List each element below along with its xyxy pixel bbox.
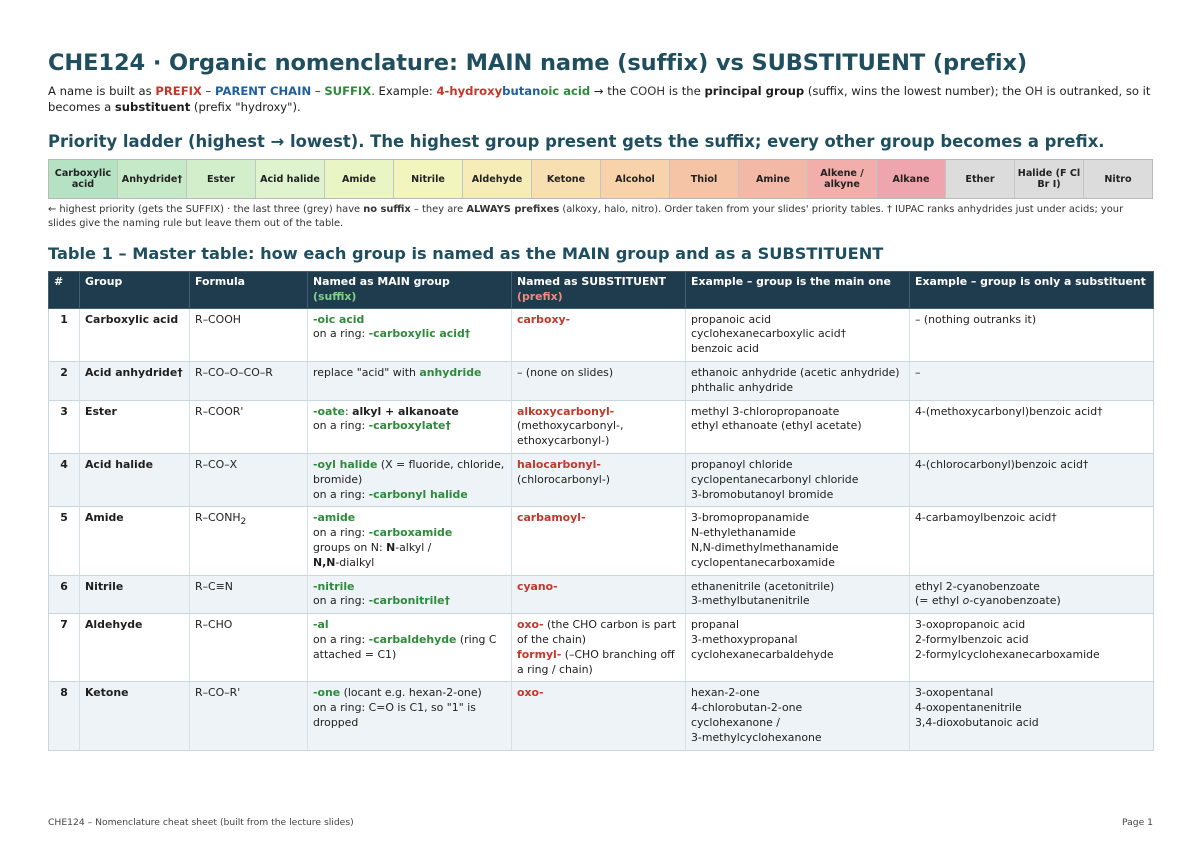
table-row: 2 Acid anhydride† R–CO–O–CO–R replace "acid" with anhydride – (none on slides) ethanoic anhydride (acetic anhydride) phthalic anhydride – (49, 361, 1154, 400)
header-group: Group (80, 272, 190, 309)
ladder-cell: Nitrile (394, 160, 463, 198)
example-substituent: 4-carbamoylbenzoic acid† (910, 507, 1154, 575)
table-row: 1 Carboxylic acid R–COOH -oic acid on a ring: -carboxylic acid† carboxy- propanoic acid cyclohexanecarboxylic acid† benzoic acid – (nothing outranks it) (49, 308, 1154, 361)
table-header-row (49, 272, 1154, 309)
example-main: 3-bromopropanamide N-ethylethanamide N,N-dimethylmethanamide cyclopentanecarboxamide (686, 507, 910, 575)
group-name: Ketone (80, 682, 190, 750)
ladder-cell: Acid halide (256, 160, 325, 198)
main-name: -al on a ring: -carbaldehyde (ring C attached = C1) (308, 614, 512, 682)
substituent-name: carbamoyl- (512, 507, 686, 575)
header-main: Named as MAIN group (suffix) (308, 272, 512, 309)
ladder-cell: Amine (739, 160, 808, 198)
group-name: Carboxylic acid (80, 308, 190, 361)
example-substituent: ethyl 2-cyanobenzoate (= ethyl o-cyanobenzoate) (910, 575, 1154, 614)
prefix-word: PREFIX (155, 84, 202, 98)
main-name: -one (locant e.g. hexan-2-one) on a ring: C=O is C1, so "1" is dropped (308, 682, 512, 750)
formula: $R-CONH_2$ (190, 507, 308, 575)
group-name: Acid halide (80, 453, 190, 506)
table-row: 6 Nitrile R–C≡N -nitrile on a ring: -carbonitrile† cyano- ethanenitrile (acetonitrile) 3-methylbutanenitrile ethyl 2-cyanobenzoate (= ethyl o-cyanobenzoate) (49, 575, 1154, 614)
header-example-substituent: Example – group is only a substituent (910, 272, 1154, 309)
main-name: -nitrile on a ring: -carbonitrile† (308, 575, 512, 614)
example-substituent: 4-(methoxycarbonyl)benzoic acid† (910, 400, 1154, 453)
substituent-name: cyano- (512, 575, 686, 614)
example-substituent: 3-oxopentanal 4-oxopentanenitrile 3,4-dioxobutanoic acid (910, 682, 1154, 750)
table-row: 7 Aldehyde R–CHO -al on a ring: -carbaldehyde (ring C attached = C1) oxo- (the CHO carbon is part of the chain) formyl- (–CHO branching off a ring / chain) propanal 3-methoxypropanal cyclohexanecarbaldehyde 3-oxopropanoic acid 2-formylbenzoic acid 2-formylcyclohexanecarboxamide (49, 614, 1154, 682)
ladder-cell: Amide (325, 160, 394, 198)
parent-chain-word: PARENT CHAIN (215, 84, 312, 98)
footer-left: CHE124 – Nomenclature cheat sheet (built from the lecture slides) (48, 817, 354, 828)
group-name: Amide (80, 507, 190, 575)
ladder-cell: Alkene / alkyne (808, 160, 877, 198)
ladder-cell: Carboxylic acid (49, 160, 118, 198)
group-name: Acid anhydride† (80, 361, 190, 400)
intro-text: A name is built as PREFIX – PARENT CHAIN – SUFFIX. Example: 4-hydroxybutanoic acid → the COOH is the principal group (suffix, wins the lowest number); the OH is outranked, so it becomes a substituent (prefix "hydroxy"). (48, 84, 1151, 114)
example-substituent: 3-oxopropanoic acid 2-formylbenzoic acid 2-formylcyclohexanecarboxamide (910, 614, 1154, 682)
main-name: -oyl halide (X = fluoride, chloride, bromide) on a ring: -carbonyl halide (308, 453, 512, 506)
page-number: Page 1 (1121, 817, 1153, 828)
priority-ladder (48, 159, 1153, 199)
example-main: propanoic acid cyclohexanecarboxylic acid† benzoic acid (686, 308, 910, 361)
example-prefix: 4-hydroxy (436, 84, 503, 98)
ladder-cell: Alcohol (601, 160, 670, 198)
example-suffix: oic acid (540, 84, 591, 98)
formula: R–CHO (190, 614, 308, 682)
example-main: propanoyl chloride cyclopentanecarbonyl chloride 3-bromobutanoyl bromide (686, 453, 910, 506)
substituent-name: carboxy- (512, 308, 686, 361)
ladder-cell: Anhydride† (118, 160, 187, 198)
formula: R–COOR' (190, 400, 308, 453)
table-row: 5 Amide $R-CONH_2$ -amide on a ring: -carboxamide groups on N: N-alkyl / N,N-dialkyl carbamoyl- 3-bromopropanamide N-ethylethanamide N,N-dimethylmethanamide cyclopentanecarboxamide 4-carbamoylbenzoic acid† (49, 507, 1154, 575)
formula: R–CO–O–CO–R (190, 361, 308, 400)
substituent-name: alkoxycarbonyl- (methoxycarbonyl-, ethoxycarbonyl-) (512, 400, 686, 453)
table-row: 4 Acid halide R–CO–X -oyl halide (X = fluoride, chloride, bromide) on a ring: -carbonyl halide halocarbonyl- (chlorocarbonyl-) propanoyl chloride cyclopentanecarbonyl chloride 3-bromobutanoyl bromide 4-(chlorocarbonyl)benzoic acid† (49, 453, 1154, 506)
example-main: hexan-2-one 4-chlorobutan-2-one cyclohexanone / 3-methylcyclohexanone (686, 682, 910, 750)
example-parent: butan (502, 84, 541, 98)
ladder-cell: Alkane (877, 160, 946, 198)
main-name: -oate: alkyl + alkanoate on a ring: -carboxylate† (308, 400, 512, 453)
group-name: Aldehyde (80, 614, 190, 682)
substituent-name: – (none on slides) (512, 361, 686, 400)
ladder-cell: Ether (946, 160, 1015, 198)
suffix-word: SUFFIX (324, 84, 372, 98)
ladder-cell: Thiol (670, 160, 739, 198)
ladder-cell: Ester (187, 160, 256, 198)
ladder-cell: Halide (F Cl Br I) (1015, 160, 1084, 198)
example-main: ethanenitrile (acetonitrile) 3-methylbutanenitrile (686, 575, 910, 614)
formula: R–CO–R' (190, 682, 308, 750)
formula: R–CO–X (190, 453, 308, 506)
header-formula: Formula (190, 272, 308, 309)
header-example-main: Example – group is the main one (686, 272, 910, 309)
formula: R–COOH (190, 308, 308, 361)
table-row: 8 Ketone R–CO–R' -one (locant e.g. hexan-2-one) on a ring: C=O is C1, so "1" is dropped oxo- hexan-2-one 4-chlorobutan-2-one cyclohexanone / 3-methylcyclohexanone 3-oxopentanal 4-oxopentanenitrile 3,4-dioxobutanoic acid (49, 682, 1154, 750)
main-name: -oic acid on a ring: -carboxylic acid† (308, 308, 512, 361)
substituent-name: halocarbonyl- (chlorocarbonyl-) (512, 453, 686, 506)
main-name: replace "acid" with anhydride (308, 361, 512, 400)
master-table (48, 271, 1154, 751)
example-main: propanal 3-methoxypropanal cyclohexanecarbaldehyde (686, 614, 910, 682)
substituent-name: oxo- (the CHO carbon is part of the chain) formyl- (–CHO branching off a ring / chain) (512, 614, 686, 682)
page-title: CHE124 · Organic nomenclature: MAIN name (suffix) vs SUBSTITUENT (prefix) (48, 50, 1028, 76)
header-num: # (49, 272, 80, 309)
table-title: Table 1 – Master table: how each group is named as the MAIN group and as a SUBSTITUENT (48, 244, 884, 263)
example-substituent: – (nothing outranks it) (910, 308, 1154, 361)
group-name: Ester (80, 400, 190, 453)
header-substituent: Named as SUBSTITUENT (prefix) (512, 272, 686, 309)
ladder-cell: Aldehyde (463, 160, 532, 198)
example-main: ethanoic anhydride (acetic anhydride) phthalic anhydride (686, 361, 910, 400)
group-name: Nitrile (80, 575, 190, 614)
example-substituent: 4-(chlorocarbonyl)benzoic acid† (910, 453, 1154, 506)
ladder-title: Priority ladder (highest → lowest). The highest group present gets the suffix; every other group becomes a prefix. (48, 132, 1105, 151)
ladder-cell: Ketone (532, 160, 601, 198)
formula: R–C≡N (190, 575, 308, 614)
table-row: 3 Ester R–COOR' -oate: alkyl + alkanoate on a ring: -carboxylate† alkoxycarbonyl- (methoxycarbonyl-, ethoxycarbonyl-) methyl 3-chloropropanoate ethyl ethanoate (ethyl acetate) 4-(methoxycarbonyl)benzoic acid† (49, 400, 1154, 453)
ladder-note: ← highest priority (gets the SUFFIX) · the last three (grey) have no suffix – they are ALWAYS prefixes (alkoxy, halo, nitro). Order taken from your slides' priority tables. † IUPAC ranks anhydrides just under acids; your slides give the naming rule but leave them out of the table. (48, 204, 1124, 229)
example-substituent: – (910, 361, 1154, 400)
substituent-name: oxo- (512, 682, 686, 750)
main-name: -amide on a ring: -carboxamide groups on N: N-alkyl / N,N-dialkyl (308, 507, 512, 575)
example-main: methyl 3-chloropropanoate ethyl ethanoate (ethyl acetate) (686, 400, 910, 453)
ladder-cell: Nitro (1084, 160, 1152, 198)
